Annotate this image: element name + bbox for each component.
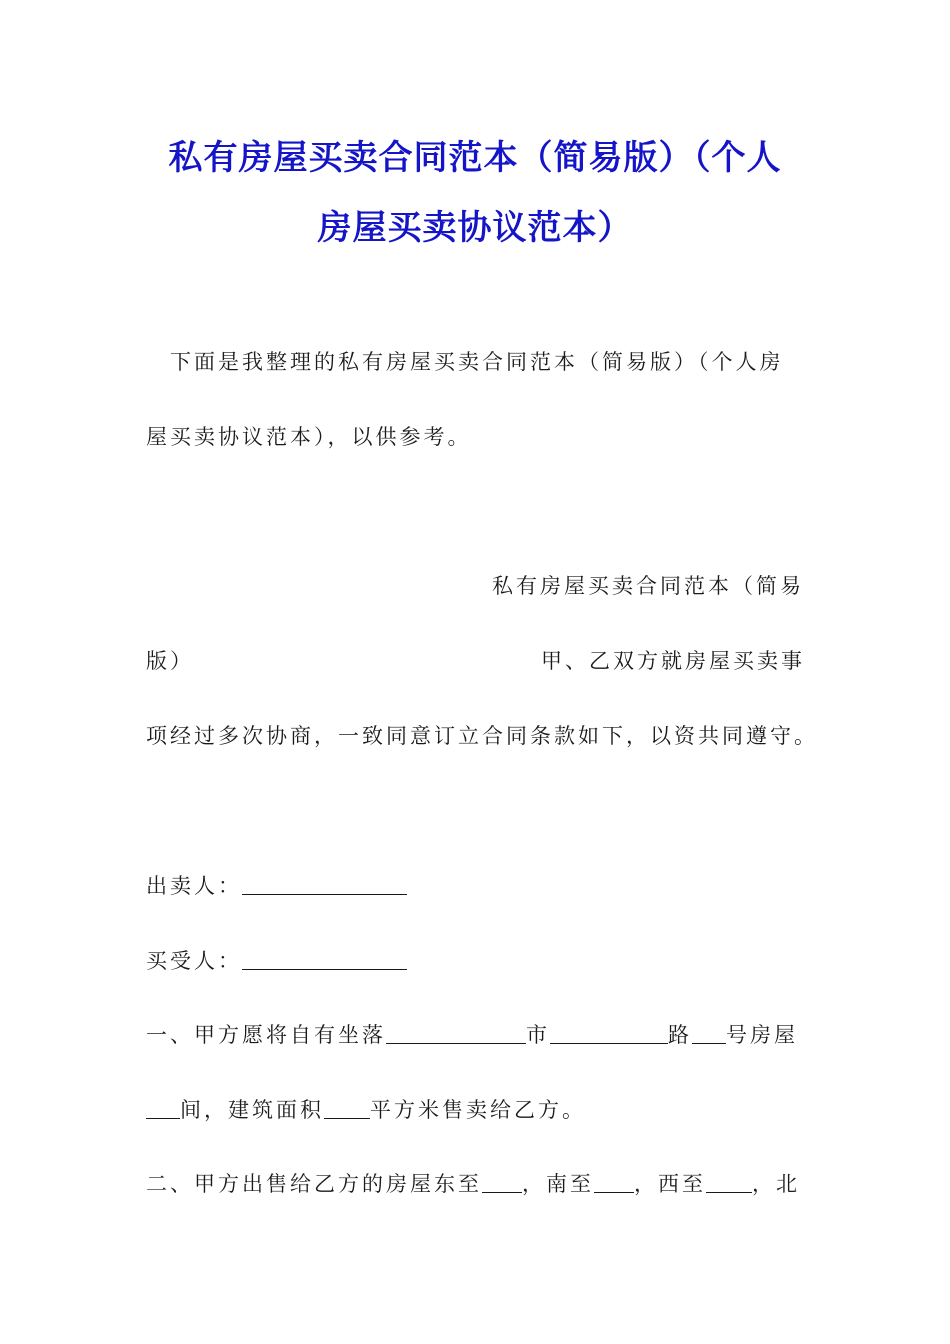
intro-paragraph-line-2: 屋买卖协议范本），以供参考。: [146, 425, 472, 449]
east-boundary-blank: [482, 1174, 522, 1193]
buyer-label: 买受人：: [146, 949, 242, 973]
contract-preamble-line-1: 甲、乙双方就房屋买卖事: [541, 649, 805, 673]
contract-subtitle-line-1: 私有房屋买卖合同范本（简易: [492, 574, 804, 598]
buyer-name-blank: [242, 951, 407, 970]
clause-1-text-2: 市: [526, 1023, 550, 1047]
house-number-blank: [692, 1025, 726, 1044]
rooms-count-blank: [146, 1100, 180, 1119]
clause-1-text-5: 间，建筑面积: [180, 1098, 324, 1122]
contract-preamble-line-2: 项经过多次协商，一致同意订立合同条款如下，以资共同遵守。: [146, 724, 818, 748]
clause-1-line-2: [146, 1094, 586, 1124]
clause-2-text-1: 二、甲方出售给乙方的房屋东至: [146, 1172, 482, 1196]
buyer-line: [146, 945, 407, 975]
clause-1-text-1: 一、甲方愿将自有坐落: [146, 1023, 386, 1047]
road-blank: [550, 1025, 668, 1044]
clause-2-text-4: ，北: [752, 1172, 800, 1196]
west-boundary-blank: [706, 1174, 752, 1193]
clause-1-text-4: 号房屋: [726, 1023, 798, 1047]
clause-2-text-3: ，西至: [634, 1172, 706, 1196]
clause-2-line-1: [146, 1168, 800, 1198]
floor-area-blank: [324, 1100, 370, 1119]
document-title-line-1: 私有房屋买卖合同范本（简易版）（个人: [168, 138, 782, 178]
clause-1-line-1: [146, 1019, 798, 1049]
intro-paragraph-line-1: 下面是我整理的私有房屋买卖合同范本（简易版）（个人房: [170, 350, 784, 374]
contract-subtitle-line-2-left: 版）: [146, 649, 194, 673]
seller-line: [146, 870, 407, 900]
clause-1-text-6: 平方米售卖给乙方。: [370, 1098, 586, 1122]
city-blank: [386, 1025, 526, 1044]
document-title-line-2: 房屋买卖协议范本）: [317, 208, 633, 248]
seller-label: 出卖人：: [146, 874, 242, 898]
clause-2-text-2: ，南至: [522, 1172, 594, 1196]
seller-name-blank: [242, 876, 407, 895]
south-boundary-blank: [594, 1174, 634, 1193]
clause-1-text-3: 路: [668, 1023, 692, 1047]
